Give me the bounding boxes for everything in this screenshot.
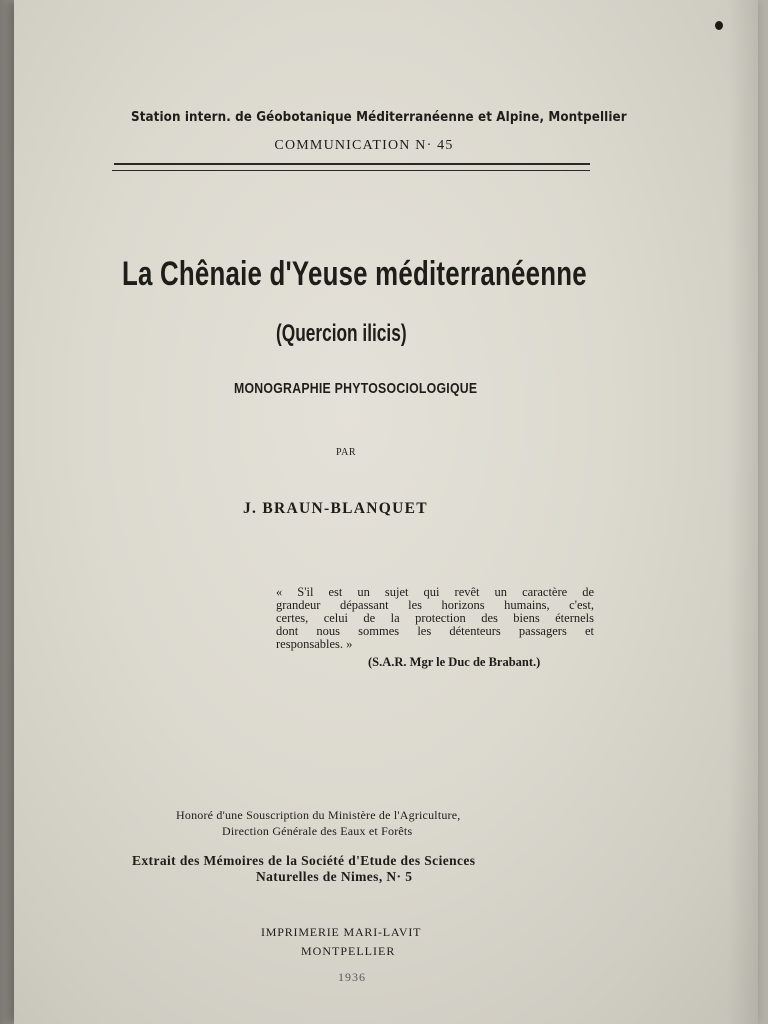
document-page [14, 0, 758, 1024]
epigraph-line: « S'il est un sujet qui revêt un caractère de [276, 585, 594, 599]
by-label: PAR [336, 447, 357, 458]
epigraph-line: responsables. » [276, 637, 353, 651]
printer-name: IMPRIMERIE MARI-LAVIT [261, 925, 422, 939]
epigraph-quote [276, 586, 594, 651]
epigraph-source: (S.A.R. Mgr le Duc de Brabant.) [368, 655, 541, 669]
institution-header: Station intern. de Géobotanique Méditerranéenne et Alpine, Montpellier [131, 110, 627, 125]
epigraph-line: dont nous sommes les détenteurs passagers et [276, 624, 594, 638]
header-rule-thick [114, 163, 590, 165]
document-title: La Chênaie d'Yeuse méditerranéenne [122, 255, 587, 293]
author-name: J. BRAUN-BLANQUET [243, 500, 428, 517]
extract-line-2: Naturelles de Nimes, N· 5 [256, 869, 413, 884]
publication-year: 1936 [338, 970, 366, 984]
header-rule-thin [112, 170, 590, 171]
extract-line-1: Extrait des Mémoires de la Société d'Etude des Sciences [132, 853, 476, 868]
honor-line-1: Honoré d'une Souscription du Ministère de l'Agriculture, [176, 808, 461, 822]
document-subtitle: (Quercion ilicis) [276, 320, 407, 347]
monograph-label: MONOGRAPHIE PHYTOSOCIOLOGIQUE [234, 380, 478, 397]
communication-number: COMMUNICATION N· 45 [274, 138, 454, 153]
ink-spot [715, 21, 723, 30]
epigraph-line: certes, celui de la protection des biens éternels [276, 611, 594, 625]
epigraph-line: grandeur dépassant les horizons humains, c'est, [276, 598, 594, 612]
honor-line-2: Direction Générale des Eaux et Forêts [222, 824, 413, 838]
printer-city: MONTPELLIER [301, 944, 396, 958]
